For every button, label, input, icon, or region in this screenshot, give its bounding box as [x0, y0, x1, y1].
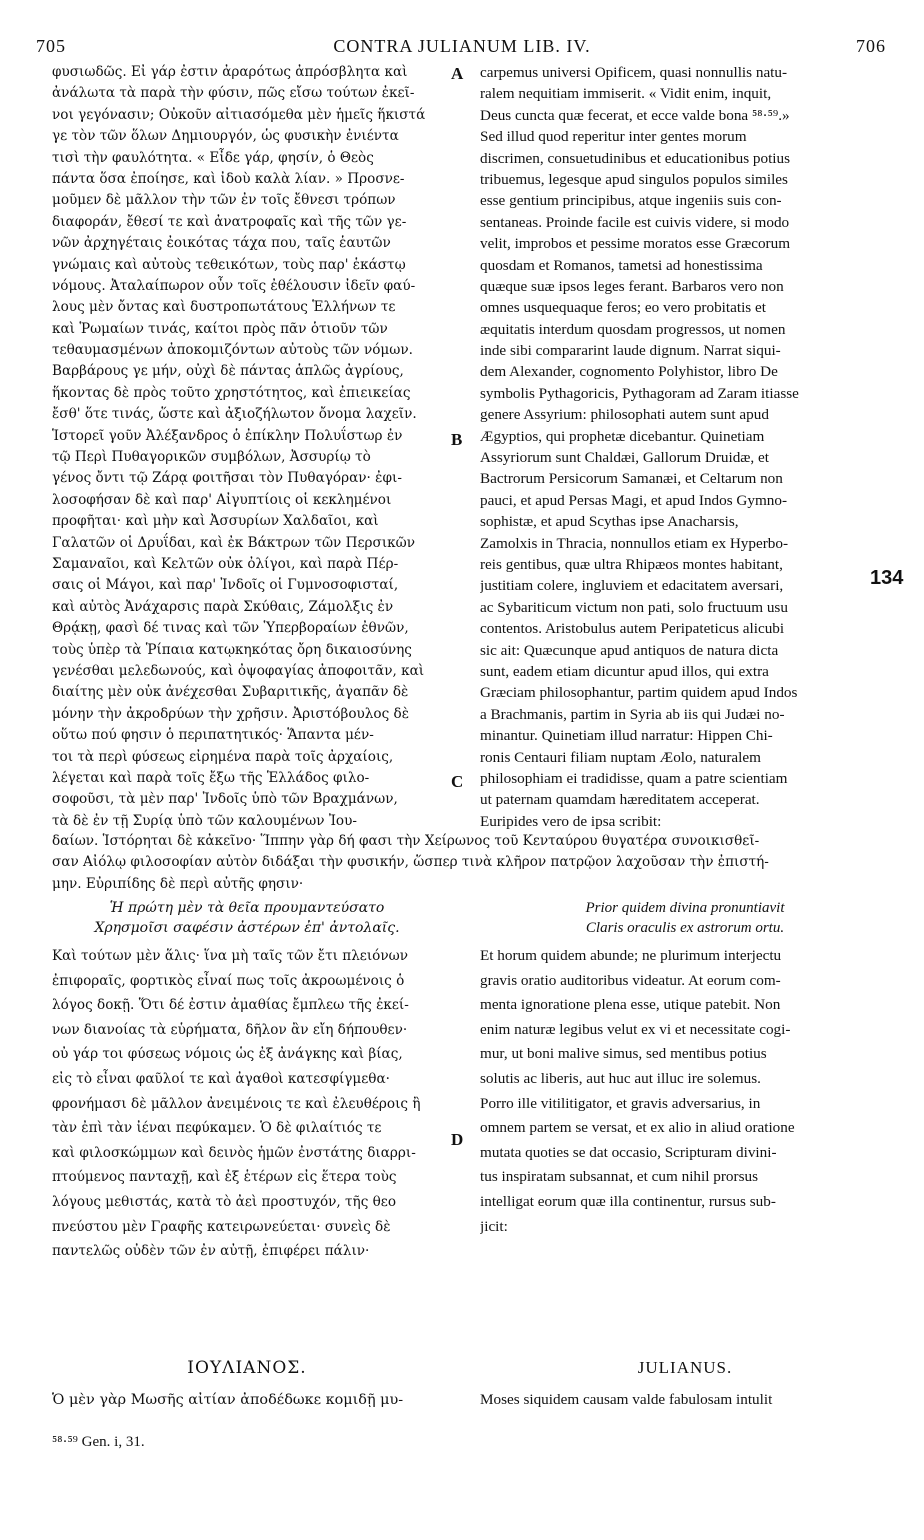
- text-line: Sed illud quod reperitur inter gentes morum: [480, 128, 747, 146]
- text-line: quæque suæ ipsos leges ferant. Barbaros vero non: [480, 277, 784, 295]
- section-heading-latin: JULIANUS.: [637, 1358, 733, 1377]
- text-line: φρονήμασι δὲ μᾶλλον ἀνειμένοις τε καὶ ἐλευθέροις ἢ: [52, 1095, 421, 1112]
- text-line: omnem partem se versat, et ex alio in aliud oratione: [480, 1119, 795, 1137]
- text-line: ut paternam quamdam hæreditatem acceperat.: [480, 791, 760, 809]
- text-line: λους μὲν ὄντας καὶ δυστροπωτάτους Ἑλλήνων τε: [52, 299, 396, 316]
- text-line: Καὶ τούτων μὲν ἅλις· ἵνα μὴ ταῖς τῶν ἔτι πλειόνων: [52, 948, 408, 964]
- text-line: πτούμενος πανταχῇ, καὶ ἐξ ἑτέρων εἰς ἕτερα τοὺς: [52, 1169, 397, 1186]
- text-line: reis gentibus, quæ ultra Rhipæos montes habitant,: [480, 555, 783, 573]
- text-line: τοι τὰ περὶ φύσεως εἰρημένα παρὰ τοῖς ἀρχαίοις,: [52, 748, 394, 765]
- text-line: genere Assyrium: philosophati autem sunt apud: [480, 406, 769, 424]
- text-line: τεθαυμασμένων ἀποκομιζόντων αὐτοὺς τῶν νόμων.: [52, 342, 413, 359]
- greek-column-lower: [52, 944, 442, 1264]
- text-line: quosdam et Romanos, tametsi ad honestissima: [480, 256, 763, 274]
- text-line: Assyriorum sunt Chaldæi, Gallorum Druidæ, et: [480, 449, 769, 467]
- text-line: μην. Εὐριπίδης δὲ περὶ αὐτῆς φησιν·: [52, 875, 304, 892]
- text-line: intelligat eorum quæ illa continentur, rursus sub-: [480, 1192, 776, 1210]
- text-line: σοφοῦσι, τὰ μὲν παρ' Ἰνδοῖς ὑπὸ τῶν Βραχμάνων,: [52, 791, 398, 808]
- text-line: τισὶ τὴν φαυλότητα. « Εἶδε γάρ, φησίν, ὁ Θεὸς: [52, 149, 374, 166]
- text-line: καὶ αὐτὸς Ἀνάχαρσις παρὰ Σκύθαις, Ζάμολξις ἐν: [52, 598, 394, 615]
- text-line: tribuemus, legesque apud singulos populos similes: [480, 170, 788, 188]
- text-line: γνώμαις καὶ αὐτοὺς τεθεικότων, τοὺς παρ' ἑκάστῳ: [52, 256, 406, 273]
- latin-column: [480, 62, 890, 832]
- text-line: παντελῶς οὐδὲν τῶν ἐν αὐτῇ, ἐπιφέρει πάλιν·: [52, 1243, 370, 1260]
- text-line: τὰν ἐπὶ τὰν ἰέναι πεφύκαμεν. Ὁ δὲ φιλαίτιός τε: [52, 1120, 382, 1137]
- text-line: mutata quoties se dat occasio, Scripturam divini-: [480, 1143, 777, 1161]
- verse-line: Prior quidem divina pronuntiavit: [585, 900, 785, 916]
- text-line: ac Sybariticum victum non pati, solo fructuum usu: [480, 598, 788, 616]
- text-line: λοσοφήσαν δὲ καὶ παρ' Αἰγυπτίοις οἱ κεκλημένοι: [52, 491, 392, 508]
- text-line: Θρᾴκῃ, φασὶ δέ τινας καὶ τῶν Ὑπερβοραίων ἐθνῶν,: [52, 620, 409, 637]
- verse-line: Claris oraculis ex astrorum ortu.: [585, 920, 785, 936]
- text-line: Euripides vero de ipsa scribit:: [480, 812, 662, 830]
- text-line: Ἱστορεῖ γοῦν Ἀλέξανδρος ὁ ἐπίκλην Πολυΐστωρ ἐν: [52, 427, 403, 444]
- text-line: φυσιωδῶς. Εἰ γάρ ἐστιν ἀραρότως ἀπρόσβλητα καὶ: [52, 64, 408, 80]
- text-line: carpemus universi Opificem, quasi nonnullis natu-: [480, 64, 788, 81]
- text-line: Γαλατῶν οἱ Δρυΐδαι, καὶ ἐκ Βάκτρων τῶν Περσικῶν: [52, 534, 415, 551]
- footnote: ⁵⁸·⁵⁹ Gen. i, 31.: [52, 1434, 145, 1450]
- text-line: γε τὸν τῶν ὅλων Δημιουργόν, ὡς φυσικὴν ἐνιέντα: [52, 128, 399, 145]
- text-line: σαις οἱ Μάγοι, καὶ παρ' Ἰνδοῖς οἱ Γυμνοσοφισταί,: [52, 577, 399, 594]
- text-line: enim naturæ legibus velut ex vi et necessitate cogi-: [480, 1020, 791, 1038]
- text-line: νοι γεγόνασιν; Οὐκοῦν αἰτιασόμεθα μὲν ἡμεῖς ἥκιστά: [52, 106, 426, 123]
- text-line: λέγεται καὶ παρὰ τοῖς ἔξω τῆς Ἑλλάδος φιλο-: [52, 769, 370, 786]
- text-line: ἀνάλωτα τὰ παρὰ τὴν φύσιν, πῶς εἴσω τούτων ἐκεῖ-: [52, 85, 415, 102]
- text-line: μόνην τὴν ἀκροδρύων τὴν χρῆσιν. Ἀριστόβουλος δὲ: [52, 705, 410, 722]
- margin-marker-d: D: [451, 1130, 464, 1149]
- text-line: καὶ φιλοσκώμμων καὶ δεινὸς ἡμῶν ἐνστάτης διαρρι-: [52, 1144, 416, 1161]
- text-line: προφῆται· καὶ μὴν καὶ Ἀσσυρίων Χαλδαῖοι, καὶ: [52, 513, 379, 530]
- text-line: justitiam colere, ingluviem et edacitatem aversari,: [480, 577, 784, 595]
- text-line: minantur. Quinetiam illud narratur: Hippen Chi-: [480, 727, 773, 745]
- text-line: tus inspiratam subsannat, et cum nihil prorsus: [480, 1168, 758, 1186]
- text-line: symbolis Pythagoricis, Pythagoram ad Zaram itiasse: [480, 384, 799, 402]
- text-line: πάντα ὅσα ἐποίησε, καὶ ἰδοὺ καλὰ λίαν. » Προσνε-: [52, 170, 405, 187]
- running-title: CONTRA JULIANUM LIB. IV.: [333, 36, 591, 56]
- greek-column: [52, 62, 442, 832]
- text-line: λόγους μεθιστάς, κατὰ τὸ ἀεὶ προστυχόν, τῆς θεο: [52, 1193, 397, 1210]
- margin-marker-c: C: [451, 772, 464, 791]
- text-line: νων διανοίας τὰ εὑρήματα, δῆλον ἂν εἴη δήπουθεν·: [52, 1021, 408, 1038]
- text-line: διαφοράν, ἔθεσί τε καὶ ἀνατροφαῖς καὶ τῆς τῶν γε-: [52, 213, 407, 230]
- text-line: sic ait: Quæcunque apud antiquos de natura dicta: [480, 641, 779, 659]
- text-line: ronis Centauri filiam nuptam Æolo, naturalem: [480, 748, 761, 766]
- text-line: sophistæ, et apud Scythas ipse Anacharsis,: [480, 513, 739, 531]
- text-line: τοὺς ὑπὲρ τὰ Ῥίπαια κατῳκηκότας ὄρη δικαιοσύνης: [52, 641, 412, 658]
- text-line: τῷ Περὶ Πυθαγορικῶν συμβόλων, Ἀσσυρίῳ τὸ: [52, 449, 371, 466]
- latin-closing-line: Moses siquidem causam valde fabulosam intulit: [480, 1391, 773, 1408]
- text-line: γενέσθαι μελεδωνούς, καὶ ὀψοφαγίας ἀποφοιτᾶν, καὶ: [52, 662, 425, 679]
- verse-greek: [52, 898, 442, 938]
- text-line: solutis ac liberis, aut huc aut illuc ire solemus.: [480, 1069, 761, 1087]
- verse-latin: [480, 898, 890, 938]
- margin-marker-a: A: [451, 64, 464, 83]
- greek-closing-line: Ὁ μὲν γὰρ Μωσῆς αἰτίαν ἀποδέδωκε κομιδῇ μυ-: [52, 1392, 404, 1408]
- text-line: εἰς τὸ εἶναι φαῦλοί τε καὶ ἀγαθοὶ κατεσφίγμεθα·: [52, 1070, 390, 1087]
- latin-column-lower: [480, 944, 890, 1239]
- text-line: contentos. Aristobulus autem Peripateticus alicubi: [480, 620, 785, 638]
- text-line: διαίτης μὲν οὐκ ἀνέχεσθαι Συβαριτικῆς, ἀγαπᾶν δὲ: [52, 684, 409, 701]
- text-line: πνεύστου μὲν Γραφῆς κατειρωνεύεται· συνεὶς δὲ: [52, 1218, 391, 1235]
- text-line: a Brachmanis, partim in Syria ab iis qui Judæi no-: [480, 705, 785, 723]
- text-line: dem Alexander, cognomento Polyhistor, libro De: [480, 363, 778, 381]
- text-line: Bactrorum Persicorum Samanæi, et Celtarum non: [480, 470, 783, 488]
- edition-page-number: 134: [870, 567, 904, 589]
- text-line: Ægyptios, qui prophetæ dicebantur. Quinetiam: [480, 427, 765, 445]
- text-line: æquitatis interdum quosdam progressos, ut nomen: [480, 320, 786, 338]
- text-line: λόγος δοκῇ. Ὅτι δέ ἐστιν ἀμαθίας ἔμπλεω τῆς ἐκεί-: [52, 997, 409, 1014]
- text-line: gravis oratio auditoribus videatur. At eorum com-: [480, 971, 781, 989]
- text-line: νῶν ἀρχηγέταις ἐοικότας τάχα που, ταῖς ἑαυτῶν: [52, 235, 391, 252]
- text-line: sunt, eadem etiam dicuntur apud illos, qui extra: [480, 662, 769, 680]
- verse-line: Χρησμοῖσι σαφέσιν ἀστέρων ἐπ' ἀντολαῖς.: [94, 920, 400, 936]
- text-line: sentaneas. Proinde facile est cuivis videre, si modo: [480, 213, 790, 231]
- text-line: Βαρβάρους γε μήν, οὐχὶ δὲ πάντας ἁπλῶς ἀγρίους,: [52, 363, 404, 380]
- text-line: τὰ δὲ ἐν τῇ Συρίᾳ ὑπὸ τῶν καλουμένων Ἰου-: [52, 812, 357, 829]
- text-line: μοῦμεν δὲ μᾶλλον τὴν τῶν ἐν τοῖς ἔθνεσι τρόπων: [52, 192, 396, 209]
- text-line: Græciam philosophantur, partim quidem apud Indos: [480, 684, 798, 702]
- text-line: inde sibi compararint laude dignum. Narrat siqui-: [480, 342, 781, 360]
- text-line: ἔσθ' ὅτε τινάς, ὥστε καὶ ἀξιοζήλωτον ὄνομα λαχεῖν.: [52, 406, 417, 423]
- text-line: καὶ Ῥωμαίων τινάς, καίτοι πρὸς πᾶν ὁτιοῦν τῶν: [52, 320, 388, 337]
- text-line: οὐ γάρ τοι φύσεως νόμοις ὡς ἐξ ἀνάγκης καὶ βίας,: [52, 1046, 403, 1063]
- text-line: pauci, et apud Persas Magi, et apud Indos Gymno-: [480, 491, 788, 509]
- text-line: jicit:: [480, 1217, 508, 1235]
- text-line: Deus cuncta quæ fecerat, et ecce valde bona ⁵⁸·⁵⁹.»: [480, 106, 790, 124]
- text-line: Σαμαναῖοι, καὶ Κελτῶν οὐκ ὀλίγοι, καὶ παρὰ Πέρ-: [52, 555, 399, 572]
- text-line: Zamolxis in Thracia, nonnullos etiam ex Hyperbo-: [480, 534, 789, 552]
- text-line: mur, ut boni malive simus, sed mentibus potius: [480, 1045, 767, 1063]
- text-line: philosophiam ei tradidisse, quam a patre scientiam: [480, 769, 788, 787]
- text-line: ἐπιφοραῖς, φορτικὸς εἶναί πως τοῖς ἀκροωμένοις ὁ: [52, 972, 405, 989]
- text-line: menta ignoratione plena esse, utique patebit. Non: [480, 996, 781, 1014]
- text-line: ralem nequitiam immiserit. « Vidit enim, inquit,: [480, 85, 772, 103]
- page-number-left: 705: [36, 36, 66, 56]
- text-line: Et horum quidem abunde; ne plurimum interjectu: [480, 947, 782, 964]
- text-line: ἥκοντας δὲ πρὸς τοῦτο χρηστότητος, καὶ ἐπιεικείας: [52, 384, 411, 401]
- full-width-passage: [52, 831, 892, 895]
- margin-marker-b: B: [451, 430, 463, 449]
- text-line: οὕτω πού φησιν ὁ περιπατητικός· Ἅπαντα μέν-: [52, 727, 374, 744]
- text-line: δαίων. Ἱστόρηται δὲ κἀκεῖνο· Ἵππην γὰρ δή φασι τὴν Χείρωνος τοῦ Κενταύρου θυγατέρα συνοικισθεῖ-: [52, 833, 760, 849]
- text-line: νόμους. Ἀταλαίπωρον οὖν τοῖς ἐθέλουσιν ἰδεῖν φαύ-: [52, 277, 416, 294]
- page-number-right: 706: [856, 36, 886, 56]
- text-line: esse gentium principibus, atque ingeniis suis con-: [480, 192, 782, 210]
- text-line: discrimen, consuetudinibus et educationibus potius: [480, 149, 791, 167]
- text-line: γένος ὄντι τῷ Ζάρᾳ φοιτῆσαι τὸν Πυθαγόραν· ἐφι-: [52, 470, 402, 487]
- section-heading-greek: ΙΟΥΛΙΑΝΟΣ.: [187, 1358, 307, 1378]
- text-line: σαν Αἰόλῳ φιλοσοφίαν αὐτὸν διδάξαι τὴν φυσικήν, ὥσπερ τινὰ κλῆρον πατρῷον λαχοῦσαν τὴν ἐπιστή-: [52, 854, 769, 871]
- text-line: omnes usquequaque feros; eo vero probitatis et: [480, 299, 766, 317]
- text-line: velit, improbos et pessime moratos esse Græcorum: [480, 235, 791, 253]
- text-line: Porro ille vitilitigator, et gravis adversarius, in: [480, 1094, 761, 1112]
- verse-line: Ἡ πρώτη μὲν τὰ θεῖα προυμαντεύσατο: [109, 900, 385, 916]
